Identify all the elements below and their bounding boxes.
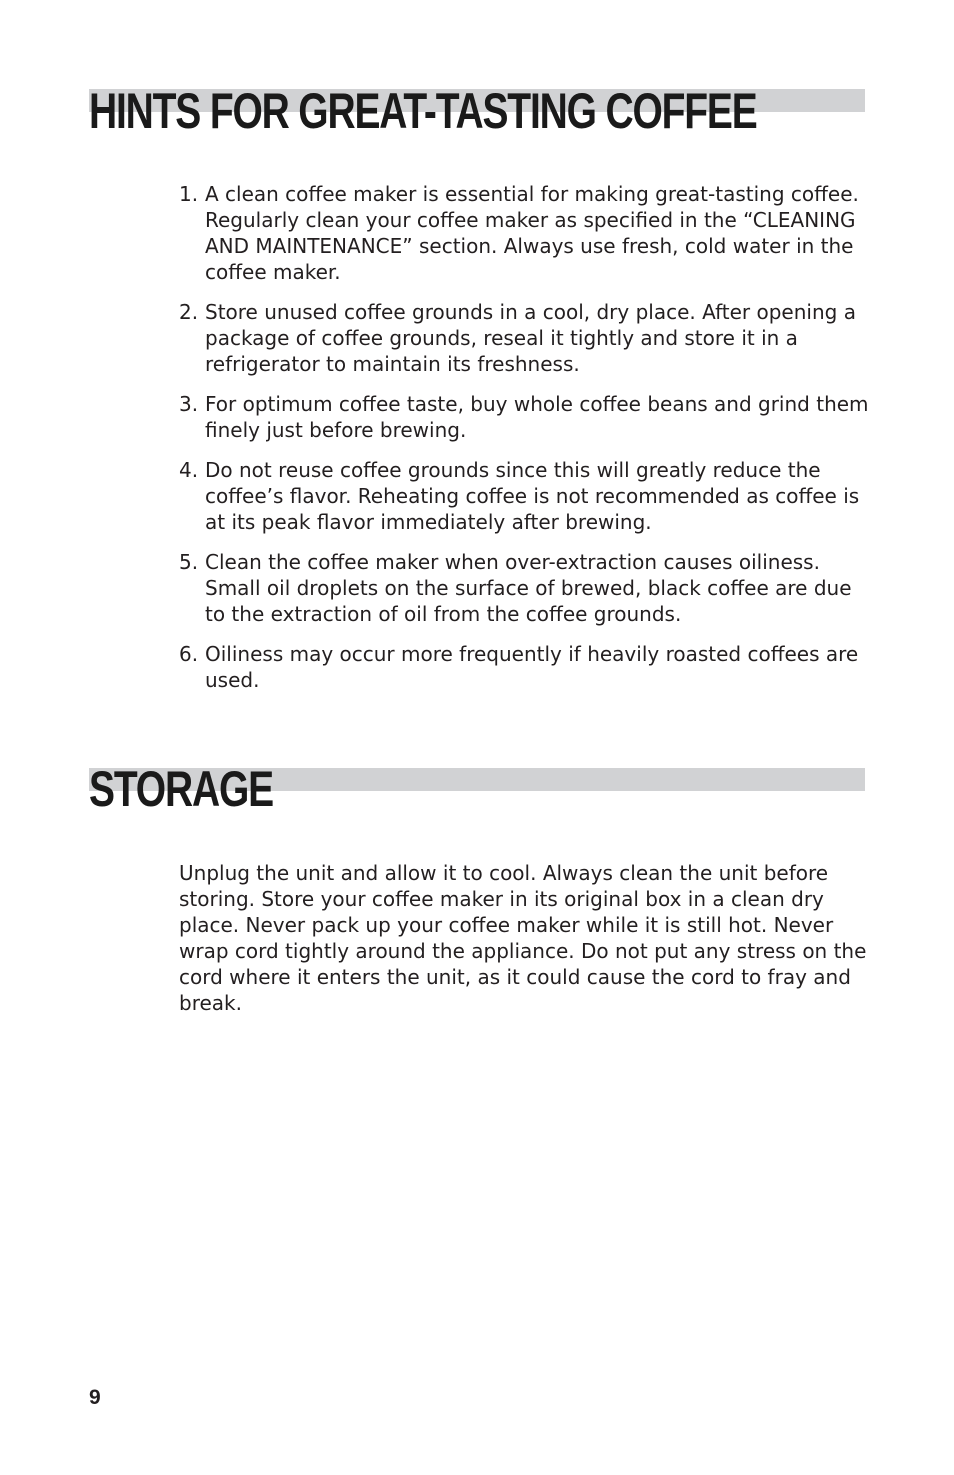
hint-item-3 [179, 391, 869, 443]
hint-text: Oiliness may occur more frequently if heavily roasted coffees are used. [205, 642, 859, 692]
hint-item-1 [179, 181, 869, 285]
hints-title: HINTS FOR GREAT-TASTING COFFEE [89, 83, 757, 139]
hint-number: 6. [179, 642, 199, 666]
page-number: 9 [89, 1386, 101, 1409]
storage-title: STORAGE [89, 761, 273, 817]
hint-text: Store unused coffee grounds in a cool, dry place. After opening a package of coffee grounds, reseal it tightly and store it in a refrigerator to maintain its freshness. [205, 300, 856, 376]
storage-section-header [89, 760, 865, 820]
hint-number: 5. [179, 550, 199, 574]
hint-text: Do not reuse coffee grounds since this will greatly reduce the coffee’s flavor. Reheating coffee is not recommended as coffee is at its peak flavor immediately after brewing. [205, 458, 860, 534]
hint-item-4 [179, 457, 869, 535]
hint-number: 4. [179, 458, 199, 482]
hint-item-5 [179, 549, 869, 627]
hint-number: 2. [179, 300, 199, 324]
hints-list [179, 181, 869, 707]
hint-text: For optimum coffee taste, buy whole coffee beans and grind them finely just before brewing. [205, 392, 869, 442]
hint-text: A clean coffee maker is essential for making great-tasting coffee. Regularly clean your coffee maker as specified in the “CLEANING AND MAINTENANCE” section. Always use fresh, cold water in the coffee maker. [205, 182, 859, 284]
hint-number: 1. [179, 182, 199, 206]
hint-number: 3. [179, 392, 199, 416]
storage-paragraph: Unplug the unit and allow it to cool. Always clean the unit before storing. Store your coffee maker in its original box in a clean dry place. Never pack up your coffee maker while it is still hot. Never wrap cord tightly around the appliance. Do not put any stress on the cord where it enters the unit, as it could cause the cord to fray and break. [179, 861, 867, 1015]
hint-item-2 [179, 299, 869, 377]
hint-text: Clean the coffee maker when over-extraction causes oiliness. Small oil droplets on the surface of brewed, black coffee are due to the extraction of oil from the coffee grounds. [205, 550, 852, 626]
hints-section-header [89, 80, 865, 140]
hint-item-6 [179, 641, 869, 693]
